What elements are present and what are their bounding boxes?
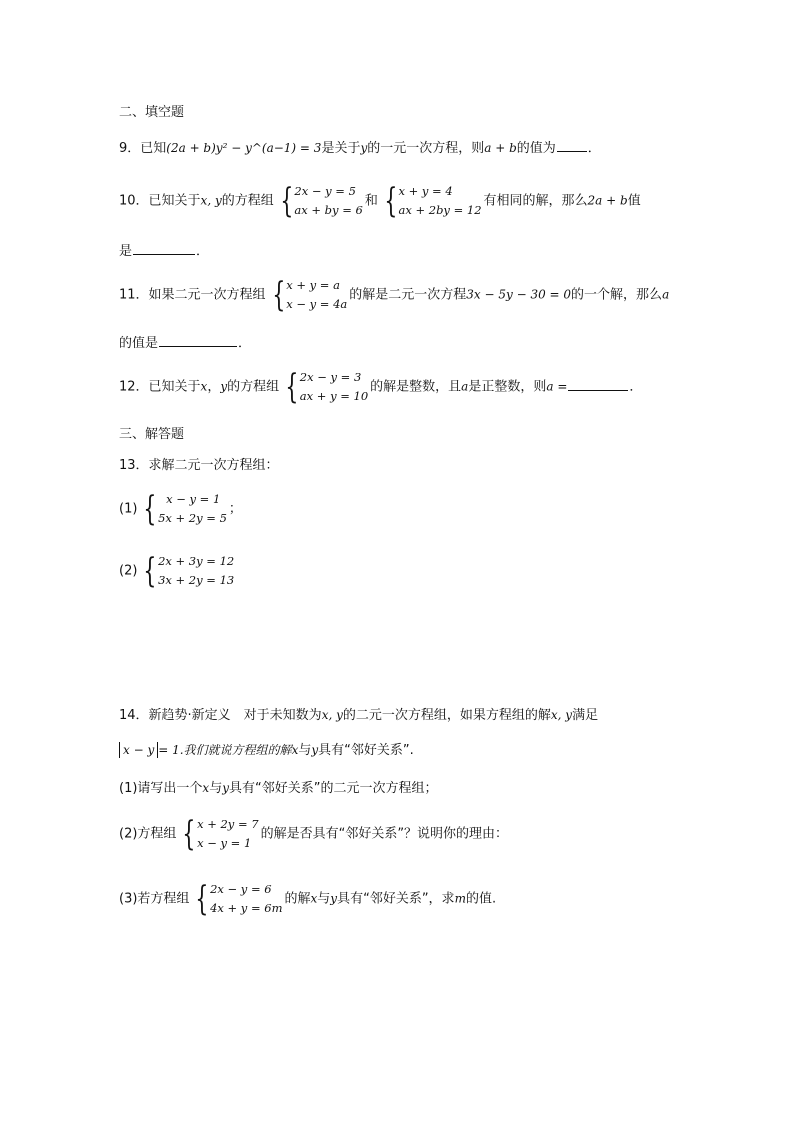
text-fragment: x − y = 1 bbox=[166, 492, 221, 506]
text-fragment: 的方程组 bbox=[221, 193, 274, 209]
text-fragment: x − y = 1 bbox=[197, 836, 252, 850]
text-fragment: 值 bbox=[627, 193, 641, 209]
text-fragment: 与 bbox=[317, 891, 331, 907]
question-12 bbox=[119, 368, 642, 406]
question-14 bbox=[119, 705, 598, 726]
text-fragment: ． bbox=[238, 336, 252, 351]
text-fragment: 3x + 2y = 13 bbox=[158, 573, 235, 587]
text-fragment: a bbox=[662, 287, 670, 302]
text-fragment: ax + y = 10 bbox=[299, 389, 369, 403]
text-fragment: ． bbox=[587, 141, 601, 156]
absolute-value: x − y bbox=[119, 742, 158, 758]
text-fragment: 2x − y = 5 bbox=[294, 184, 356, 198]
question-13-part-1 bbox=[119, 490, 242, 528]
brace-symbol: { bbox=[195, 879, 209, 919]
brace-symbol: { bbox=[143, 489, 157, 529]
text-fragment: y bbox=[222, 781, 229, 795]
brace-symbol: { bbox=[143, 551, 157, 591]
text-fragment: (1) bbox=[119, 501, 138, 517]
text-fragment: ax + by = 6 bbox=[294, 203, 363, 217]
text-fragment: 2x − y = 3 bbox=[299, 370, 362, 384]
text-fragment: y bbox=[360, 141, 368, 155]
equation-system bbox=[139, 490, 226, 528]
equation-system bbox=[268, 276, 348, 314]
text-fragment: 的值是 bbox=[119, 336, 159, 351]
text-fragment: 的解是整数，且 bbox=[370, 379, 462, 395]
equation-system bbox=[380, 182, 482, 220]
brace-symbol: { bbox=[285, 367, 299, 407]
question-14-line2 bbox=[119, 740, 414, 761]
text-fragment: 14．新趋势·新定义 对于未知数为 bbox=[119, 708, 322, 723]
text-fragment: x, y bbox=[321, 708, 343, 722]
text-fragment: m bbox=[454, 891, 466, 906]
text-fragment: x, y bbox=[200, 193, 222, 208]
text-fragment: x + 2y = 7 bbox=[197, 817, 259, 831]
text-fragment: 11．如果二元一次方程组 bbox=[119, 287, 266, 303]
text-fragment: ． bbox=[629, 379, 643, 395]
brace-symbol: { bbox=[182, 814, 196, 854]
question-11 bbox=[119, 276, 669, 314]
answer-blank bbox=[133, 241, 195, 255]
text-fragment: 的解是二元一次方程 bbox=[349, 287, 467, 303]
question-14-part-3 bbox=[119, 880, 496, 918]
text-fragment: 12．已知关于 bbox=[119, 379, 201, 395]
text-fragment: 的方程组 bbox=[227, 379, 280, 395]
text-fragment: 10．已知关于 bbox=[119, 193, 201, 209]
question-13-title: 13．求解二元一次方程组： bbox=[119, 458, 279, 473]
question-13-part-2 bbox=[119, 552, 236, 590]
text-fragment: 2x − y = 6 bbox=[210, 882, 272, 896]
text-fragment: x + y = 4 bbox=[398, 184, 453, 198]
equation-system bbox=[178, 815, 258, 853]
answer-blank bbox=[568, 377, 628, 391]
math-expr: (2a + b)y² − y^(a−1) = 3 bbox=[166, 141, 322, 155]
text-fragment bbox=[286, 276, 347, 314]
text-fragment: 的解是否具有“邻好关系”？说明你的理由： bbox=[260, 826, 509, 842]
text-fragment bbox=[210, 880, 282, 918]
text-fragment: 有相同的解，那么 bbox=[483, 193, 588, 209]
text-fragment: x bbox=[200, 379, 208, 394]
text-fragment: 2a + b bbox=[587, 193, 628, 208]
text-fragment: 5x + 2y = 5 bbox=[158, 511, 227, 525]
brace-symbol: { bbox=[280, 181, 294, 221]
section-heading-solve: 三、解答题 bbox=[119, 427, 185, 442]
answer-blank bbox=[557, 138, 587, 152]
text-fragment: 的一个解，那么 bbox=[571, 287, 663, 303]
text-fragment: 9．已知 bbox=[119, 141, 167, 156]
text-fragment: x bbox=[202, 781, 210, 795]
equation-system bbox=[191, 880, 282, 918]
text-fragment: a = bbox=[546, 379, 568, 394]
text-fragment: 具有“邻好关系”. bbox=[318, 743, 414, 758]
text-fragment bbox=[158, 490, 227, 528]
text-fragment: 满足 bbox=[572, 708, 599, 723]
equation-system bbox=[276, 182, 363, 220]
text-fragment: 3x − 5y − 30 = 0 bbox=[466, 287, 572, 302]
text-fragment: x bbox=[310, 891, 318, 906]
section-heading-fill-blank: 二、填空题 bbox=[119, 105, 185, 120]
text-fragment: ． bbox=[196, 244, 210, 259]
brace-symbol: { bbox=[271, 275, 285, 315]
question-10-line2 bbox=[119, 241, 209, 262]
text-fragment: a bbox=[461, 379, 469, 394]
text-fragment: 的解 bbox=[284, 891, 311, 907]
text-fragment: (2) bbox=[119, 563, 138, 579]
question-10 bbox=[119, 182, 641, 220]
text-fragment: 和 bbox=[364, 193, 378, 209]
text-fragment bbox=[197, 815, 259, 853]
text-fragment: 4x + y = 6m bbox=[210, 901, 283, 915]
question-11-line2 bbox=[119, 333, 251, 354]
text-fragment: 与 bbox=[209, 781, 223, 796]
text-fragment: 2x + 3y = 12 bbox=[158, 554, 235, 568]
text-fragment: 是正整数，则 bbox=[468, 379, 547, 395]
text-fragment: 具有“邻好关系”，求 bbox=[337, 891, 455, 907]
text-fragment: 的值为 bbox=[516, 141, 556, 156]
text-fragment bbox=[158, 552, 234, 590]
text-fragment: ； bbox=[228, 501, 242, 517]
text-fragment: 具有“邻好关系”的二元一次方程组； bbox=[229, 781, 438, 796]
brace-symbol: { bbox=[384, 181, 398, 221]
text-fragment: (1)请写出一个 bbox=[119, 781, 203, 796]
equation-system bbox=[281, 368, 368, 406]
text-fragment: x − y = 4a bbox=[286, 297, 348, 311]
text-fragment: (2)方程组 bbox=[119, 826, 177, 842]
equation-system bbox=[139, 552, 234, 590]
text-fragment: x, y bbox=[550, 708, 573, 722]
text-fragment: x bbox=[291, 743, 299, 757]
text-fragment: a + b bbox=[484, 141, 517, 155]
text-fragment: y bbox=[220, 379, 228, 394]
text-fragment: 的二元一次方程组，如果方程组的解 bbox=[342, 708, 551, 723]
text-fragment: 的一元一次方程，则 bbox=[367, 141, 485, 156]
text-fragment bbox=[300, 368, 368, 406]
question-14-part-1 bbox=[119, 778, 437, 799]
text-fragment: 与 bbox=[298, 743, 312, 758]
question-9 bbox=[119, 138, 601, 159]
text-fragment: y bbox=[330, 891, 338, 906]
text-fragment: ， bbox=[207, 379, 221, 395]
question-14-part-2 bbox=[119, 815, 508, 853]
text-fragment: ax + 2by = 12 bbox=[398, 203, 482, 217]
text-fragment bbox=[294, 182, 362, 220]
text-fragment: (3)若方程组 bbox=[119, 891, 190, 907]
text-fragment bbox=[398, 182, 481, 220]
answer-blank bbox=[159, 333, 237, 347]
text-fragment: 是关于 bbox=[321, 141, 361, 156]
text-fragment: 的值. bbox=[465, 891, 497, 907]
text-fragment: y bbox=[311, 743, 319, 757]
text-fragment: 是 bbox=[119, 244, 133, 259]
text-fragment: x + y = a bbox=[286, 278, 340, 292]
text-fragment: = 1.我们就说方程组的解 bbox=[158, 743, 292, 757]
